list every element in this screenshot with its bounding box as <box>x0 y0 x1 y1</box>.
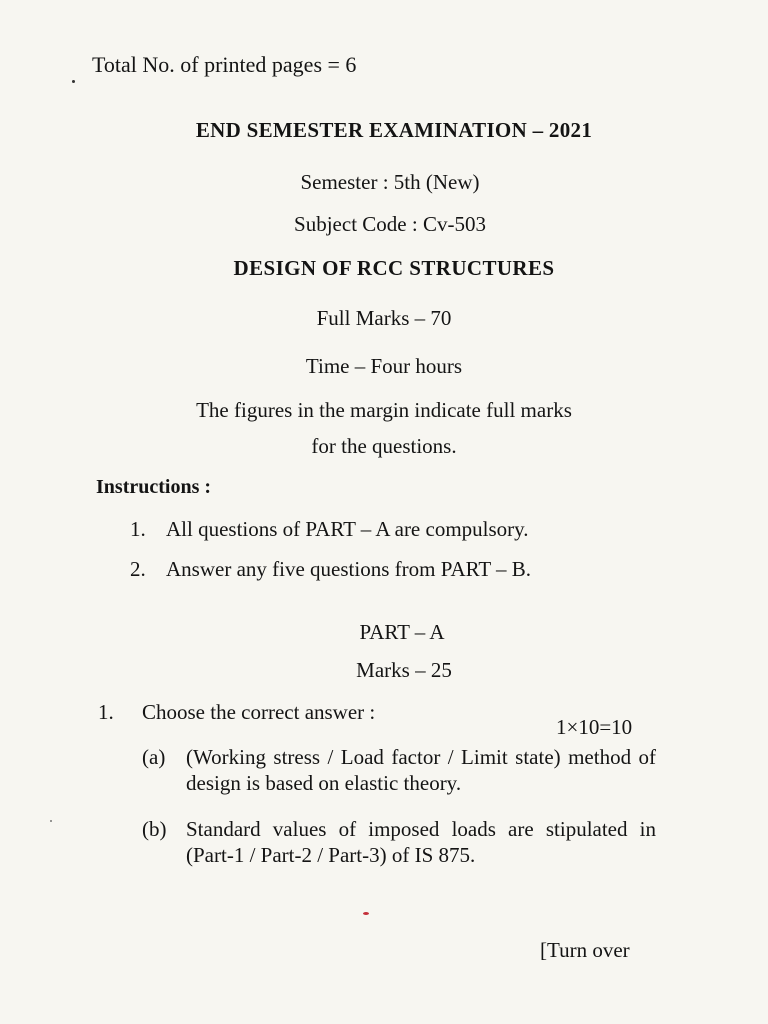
marks-note-line-2: for the questions. <box>311 434 457 458</box>
question-marks: 1×10=10 <box>556 715 633 739</box>
instructions-list <box>130 514 531 594</box>
sub-question-label: (a) <box>142 745 166 769</box>
scan-speck <box>72 80 75 83</box>
course-title: DESIGN OF RCC STRUCTURES <box>233 256 555 280</box>
instruction-number: 2. <box>130 557 146 581</box>
question-number: 1. <box>98 700 114 724</box>
printed-pages-line: Total No. of printed pages = 6 <box>92 52 357 77</box>
instruction-item <box>130 554 531 594</box>
sub-question-a <box>142 744 658 804</box>
subject-code-line: Subject Code : Cv-503 <box>294 212 486 236</box>
turn-over-note: [Turn over <box>540 938 630 962</box>
ink-mark <box>363 912 369 915</box>
sub-question-text: (Working stress / Load factor / Limit state) method of design is based on elastic theory. <box>186 745 656 795</box>
sub-question-b <box>142 816 658 906</box>
question-text: Choose the correct answer : <box>142 700 376 724</box>
sub-question-label: (b) <box>142 817 167 841</box>
instruction-item <box>130 514 531 554</box>
part-title: PART – A <box>359 620 445 644</box>
exam-title: END SEMESTER EXAMINATION – 2021 <box>195 118 593 142</box>
instruction-text: All questions of PART – A are compulsory. <box>166 517 529 541</box>
instruction-text: Answer any five questions from PART – B. <box>166 557 532 581</box>
marks-note-line-1: The figures in the margin indicate full marks <box>196 398 572 422</box>
full-marks-line: Full Marks – 70 <box>316 306 452 330</box>
instructions-heading: Instructions : <box>96 476 212 498</box>
sub-question-text: Standard values of imposed loads are stipulated in (Part-1 / Part-2 / Part-3) of IS 875. <box>186 817 656 867</box>
semester-line: Semester : 5th (New) <box>300 170 480 194</box>
part-marks: Marks – 25 <box>356 658 452 682</box>
scan-speck <box>50 820 52 822</box>
instruction-number: 1. <box>130 517 146 541</box>
time-line: Time – Four hours <box>305 354 463 378</box>
